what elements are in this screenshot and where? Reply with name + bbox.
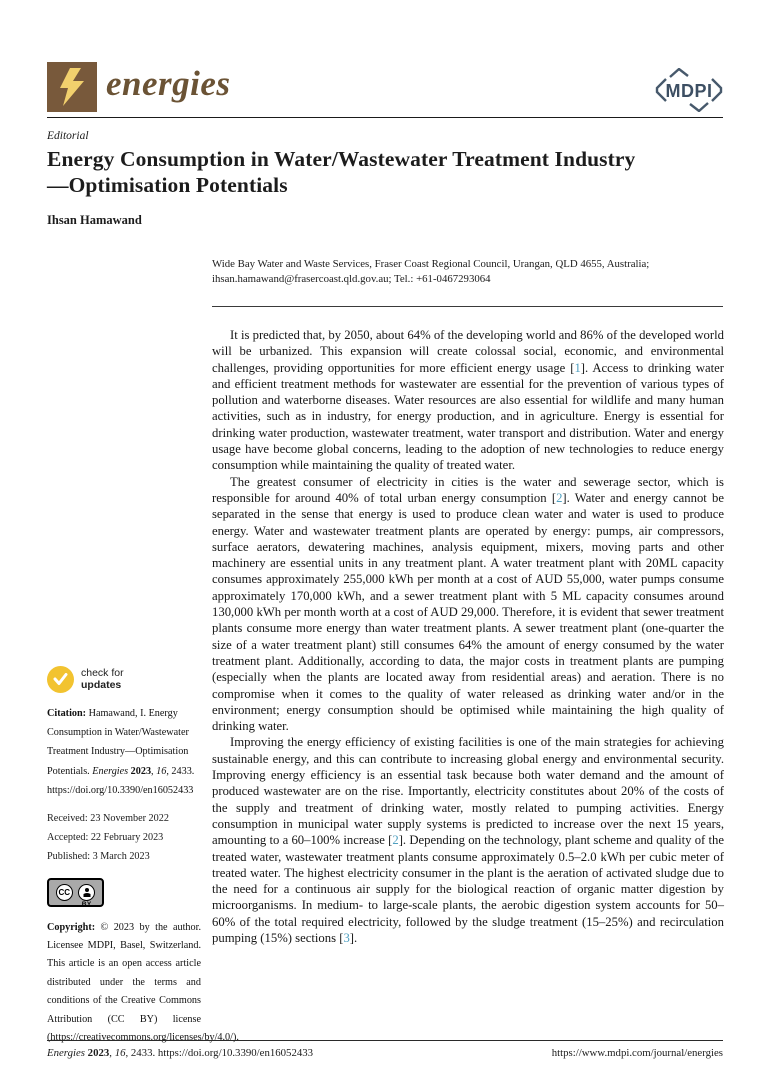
dates-block <box>47 809 201 867</box>
header-rule <box>47 117 723 118</box>
article-author[interactable]: Ihsan Hamawand <box>47 213 142 227</box>
page-footer <box>47 1047 723 1059</box>
article-body <box>212 327 724 946</box>
energies-logo-box <box>47 62 97 112</box>
copyright-block <box>47 919 239 1048</box>
copyright-label: Copyright: <box>47 921 96 933</box>
checkmark-icon <box>47 666 74 693</box>
cc-icon: CC <box>56 884 73 901</box>
accepted-date: Accepted: 22 February 2023 <box>47 832 164 844</box>
received-date: Received: 23 November 2022 <box>47 813 169 825</box>
citation-ref[interactable]: 1 <box>574 360 581 375</box>
lightning-bolt-icon <box>57 68 87 106</box>
person-icon <box>78 884 95 908</box>
citation-ref[interactable]: 2 <box>556 490 563 505</box>
citation-ref[interactable]: 2 <box>392 833 399 848</box>
article-type-label: Editorial <box>47 130 89 142</box>
footer-citation: Energies 2023, 16, 2433. https://doi.org/10.3390/en16052433 <box>47 1047 314 1059</box>
article-title: Energy Consumption in Water/Wastewater Treatment Industry—Optimisation Potentials <box>47 147 636 197</box>
footer-doi-link[interactable]: , 2433. https://doi.org/10.3390/en16052433 <box>125 1047 314 1059</box>
citation-year: 2023 <box>128 765 152 777</box>
check-for-updates-button[interactable] <box>47 666 201 693</box>
copyright-text: © 2023 by the author. Licensee MDPI, Basel, Switzerland. This article is an open access article distributed under the terms and conditions of the Creative Commons Attribution (CC BY) license (https://creativecommons.org/licenses/by/4.0/). <box>47 921 239 1044</box>
citation-text: Hamawand, I. Energy Consumption in Water/Wastewater Treatment Industry—Optimisation Potentials. <box>47 708 189 777</box>
citation-ref[interactable]: 3 <box>343 930 350 945</box>
body-paragraph: It is predicted that, by 2050, about 64% of the developing world and 86% of the developed world will be urbanized. This expansion will create colossal social, economic, and environmental challenges, providing opportunities for more efficient energy usage [1]. Access to drinking water and efficient treatment methods for wastewater are essential for the prevention of various types of pollution and waterborne diseases. Water resources are also essential for wildlife and many human activities, such as in industry, for energy production, and in agriculture. Energy is essential for drinking water production, wastewater treatment, water transport and distribution. Water and energy usage have become global concerns, leading to the adoption of new technologies to reduce energy consumption while maintaining the quality of treated water. <box>212 328 725 473</box>
footer-rule <box>47 1040 723 1041</box>
svg-text:MDPI: MDPI <box>665 81 713 101</box>
cc-by-label: BY <box>81 900 92 908</box>
cc-by-license-badge[interactable] <box>47 878 104 907</box>
citation-doi-link[interactable]: https://doi.org/10.3390/en16052433 <box>47 784 194 796</box>
affiliation-rule <box>212 306 723 307</box>
body-paragraph: The greatest consumer of electricity in cities is the water and sewerage sector, which is responsible for around 40% of total urban energy consumption [2]. Water and energy cannot be separated in the sense that energy is used to produce clean water and water is used to produce energy. Water and wastewater treatment plants are operated by energy: pumps, air compressors, surface aerators, dewatering machines, analysis equipment, mixers, moving parts and other machinery are essential units in any treatment plant. A water treatment plant with 20ML capacity consumes approximately 255,000 kWh per month at a cost of AUD 55,000, water pumps consume approximately 170,000 kWh, and a sewer treatment plant with 5 ML capacity consumes around 130,000 kWh per month worth at a cost of AUD 29,000. Therefore, it is evident that sewer treatment plants consume more energy than water treatment plants. A sewer treatment plant (one-quarter the size of a water treatment plant) still consumes 64% the amount of energy consumed by the water treatment plant. Additionally, according to data, the major costs in treatment plants are pumping (especially when the plants are located away from residential areas) and aeration. There is no compromise when it comes to the quality of water released as drinking water and/or in the environment; energy consumption should be optimised while maintaining the high quality of drinking water. <box>212 474 725 734</box>
article-meta-sidebar <box>47 666 239 1047</box>
citation-block: Citation: Hamawand, I. Energy Consumption in Water/Wastewater Treatment Industry—Optimisation Potentials. Energies 2023, 16, 2433. https://doi.org/10.3390/en16052433 <box>47 708 195 796</box>
citation-volume: 16 <box>156 765 167 777</box>
published-date: Published: 3 March 2023 <box>47 851 150 863</box>
check-for-updates-label: check for updates <box>81 667 124 691</box>
mdpi-logo <box>652 68 726 112</box>
body-paragraph: Improving the energy efficiency of existing facilities is one of the main strategies for achieving sustainable energy, and this can contribute to increasing global energy and environmental security. Improving energy efficiency is an essential task because both water demand and the amount of produced wastewater are on the rise. Importantly, electricity constitutes about 20% of the costs of the supply and treatment of drinking water, mostly related to pumping activities. Energy consumption in municipal water supply systems is predicted to increase over the next 15 years, amounting to a 60–100% increase [2]. Depending on the technology, plant scheme and quality of the treated water, wastewater treatment plants consume approximately 0.5–2.0 kWh per cubic meter of treated water. The highest electricity consumer in the plant is the aeration of activated sludge due to the need for a continuous air supply for the biological reaction of organic matter digestion by microorganisms. In medium- to large-scale plants, the aerobic digestion system accounts for 50–60% of the total required electricity, followed by the sludge treatment (15–25%) and recirculation pumping (15%) sections [3]. <box>212 735 725 945</box>
author-affiliation: Wide Bay Water and Waste Services, Fraser Coast Regional Council, Urangan, QLD 4655, Australia; ihsan.hamawand@frasercoast.qld.gov.au; Tel.: +61-0467293064 <box>212 258 650 285</box>
citation-journal: Energies <box>92 765 129 777</box>
citation-pages: , 2433. <box>166 765 195 777</box>
journal-name: energies <box>106 64 231 103</box>
footer-journal-url[interactable]: https://www.mdpi.com/journal/energies <box>551 1047 723 1059</box>
citation-label: Citation: <box>47 708 87 719</box>
